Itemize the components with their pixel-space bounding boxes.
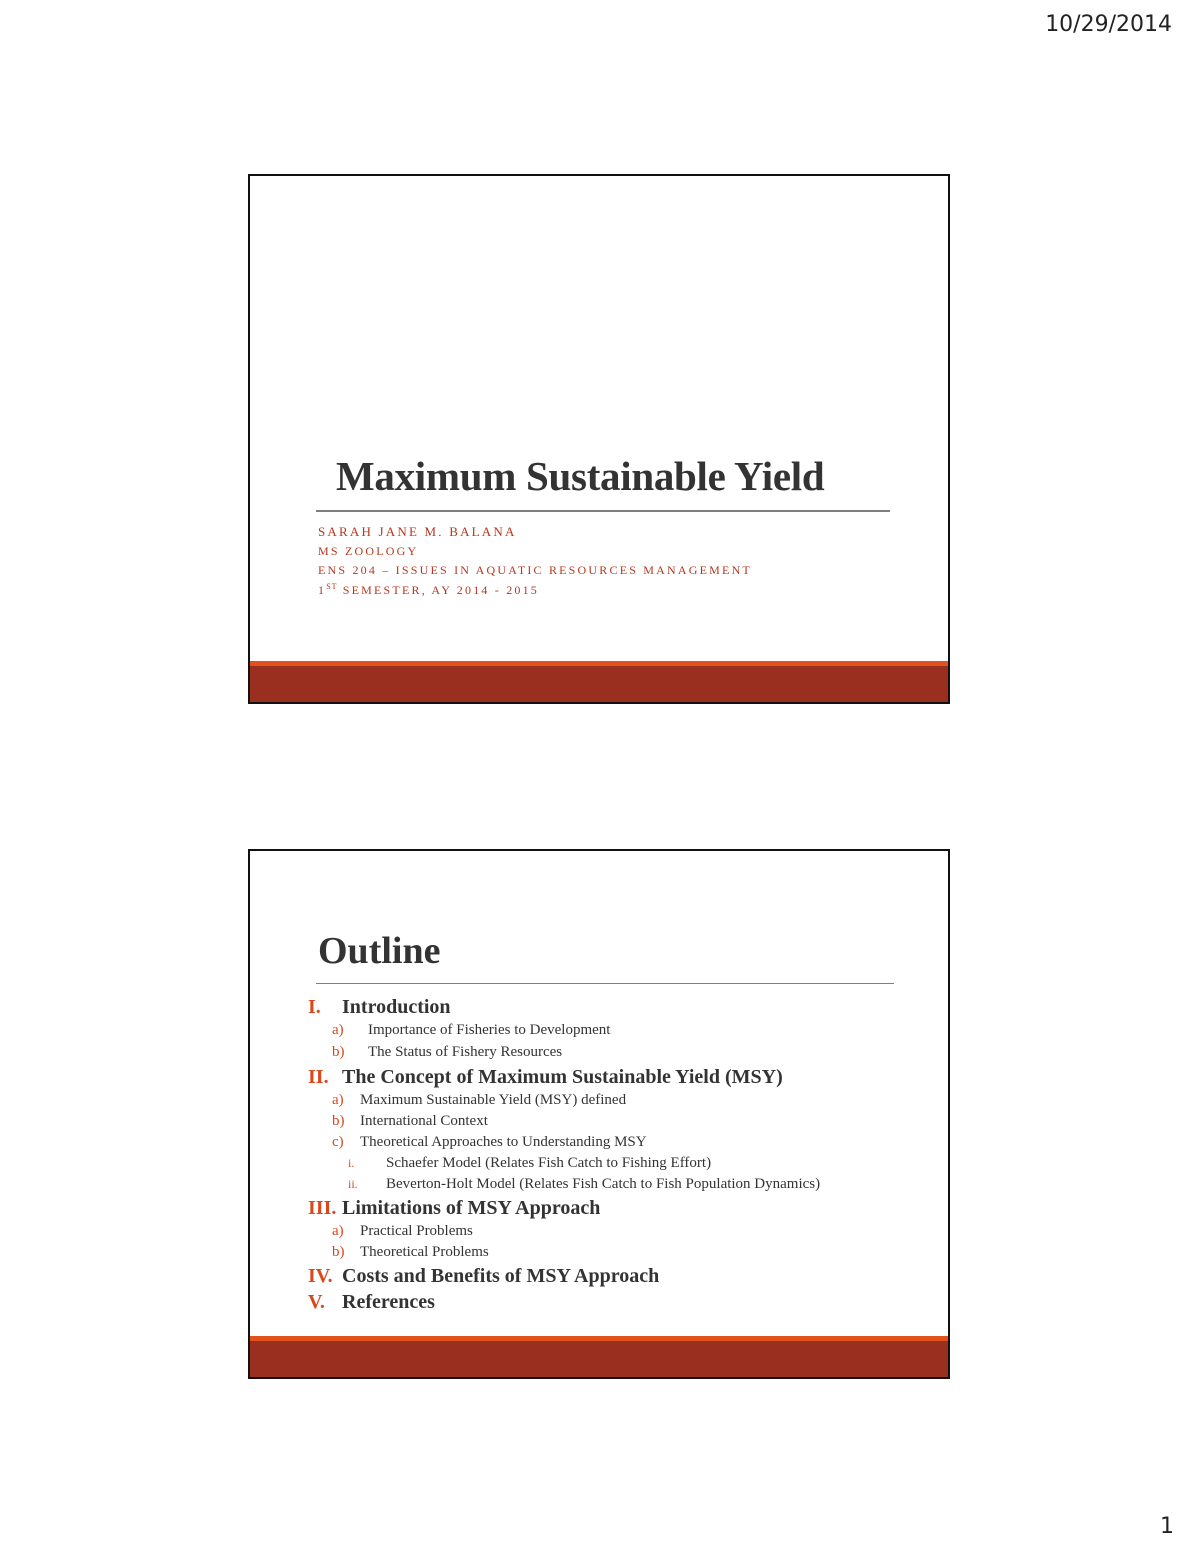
semester-text: SEMESTER, AY 2014 - 2015 [337, 583, 540, 597]
list-marker: c) [332, 1134, 344, 1150]
list-text: Maximum Sustainable Yield (MSY) defined [360, 1092, 627, 1108]
list-marker: a) [332, 1223, 344, 1239]
degree: MS ZOOLOGY [318, 544, 419, 558]
title-divider [316, 510, 890, 512]
list-item [308, 1113, 938, 1134]
list-text: Theoretical Problems [360, 1244, 489, 1260]
page-number: 1 [1160, 1514, 1174, 1539]
list-text: Beverton-Holt Model (Relates Fish Catch to Fish Population Dynamics) [386, 1176, 821, 1192]
outline-slide [248, 849, 950, 1379]
slide-title: Outline [318, 930, 441, 972]
list-item [308, 1244, 938, 1265]
list-text: References [342, 1291, 435, 1313]
author-name: SARAH JANE M. BALANA [318, 524, 517, 539]
list-text: The Concept of Maximum Sustainable Yield (MSY) [342, 1066, 783, 1088]
slide-title: Maximum Sustainable Yield [336, 453, 825, 499]
list-text: Theoretical Approaches to Understanding MSY [360, 1134, 647, 1150]
semester-ordinal: ST [326, 582, 338, 591]
list-marker: b) [332, 1113, 345, 1129]
list-marker: I. [308, 996, 321, 1018]
list-item [308, 1155, 938, 1176]
list-item [308, 996, 938, 1022]
list-item [308, 1176, 938, 1197]
list-item [308, 1265, 938, 1291]
list-item [308, 1223, 938, 1244]
list-marker: a) [332, 1022, 344, 1038]
title-divider [316, 983, 894, 984]
list-marker: b) [332, 1044, 345, 1060]
semester [318, 582, 539, 598]
list-marker: II. [308, 1066, 329, 1088]
course-name: ENS 204 – ISSUES IN AQUATIC RESOURCES MANAGEMENT [318, 563, 752, 577]
list-text: Importance of Fisheries to Development [368, 1022, 611, 1038]
list-text: Limitations of MSY Approach [342, 1197, 601, 1219]
list-item [308, 1197, 938, 1223]
list-marker: b) [332, 1244, 345, 1260]
semester-number: 1 [318, 583, 327, 597]
list-text: International Context [360, 1113, 488, 1129]
outline-list [308, 996, 938, 1317]
footer-bar [250, 666, 948, 702]
list-marker: a) [332, 1092, 344, 1108]
list-marker: III. [308, 1197, 337, 1219]
list-item [308, 1092, 938, 1113]
list-marker: i. [348, 1156, 355, 1170]
list-text: The Status of Fishery Resources [368, 1044, 563, 1060]
list-text: Introduction [342, 996, 451, 1018]
page-date: 10/29/2014 [1045, 12, 1172, 37]
list-text: Costs and Benefits of MSY Approach [342, 1265, 660, 1287]
list-marker: ii. [348, 1177, 358, 1191]
title-slide [248, 174, 950, 704]
list-text: Schaefer Model (Relates Fish Catch to Fishing Effort) [386, 1155, 712, 1171]
footer-bar [250, 1341, 948, 1377]
list-item [308, 1044, 938, 1066]
list-item [308, 1134, 938, 1155]
list-marker: IV. [308, 1265, 333, 1287]
list-text: Practical Problems [360, 1223, 473, 1239]
list-item [308, 1066, 938, 1092]
list-item [308, 1022, 938, 1044]
list-marker: V. [308, 1291, 325, 1313]
list-item [308, 1291, 938, 1317]
